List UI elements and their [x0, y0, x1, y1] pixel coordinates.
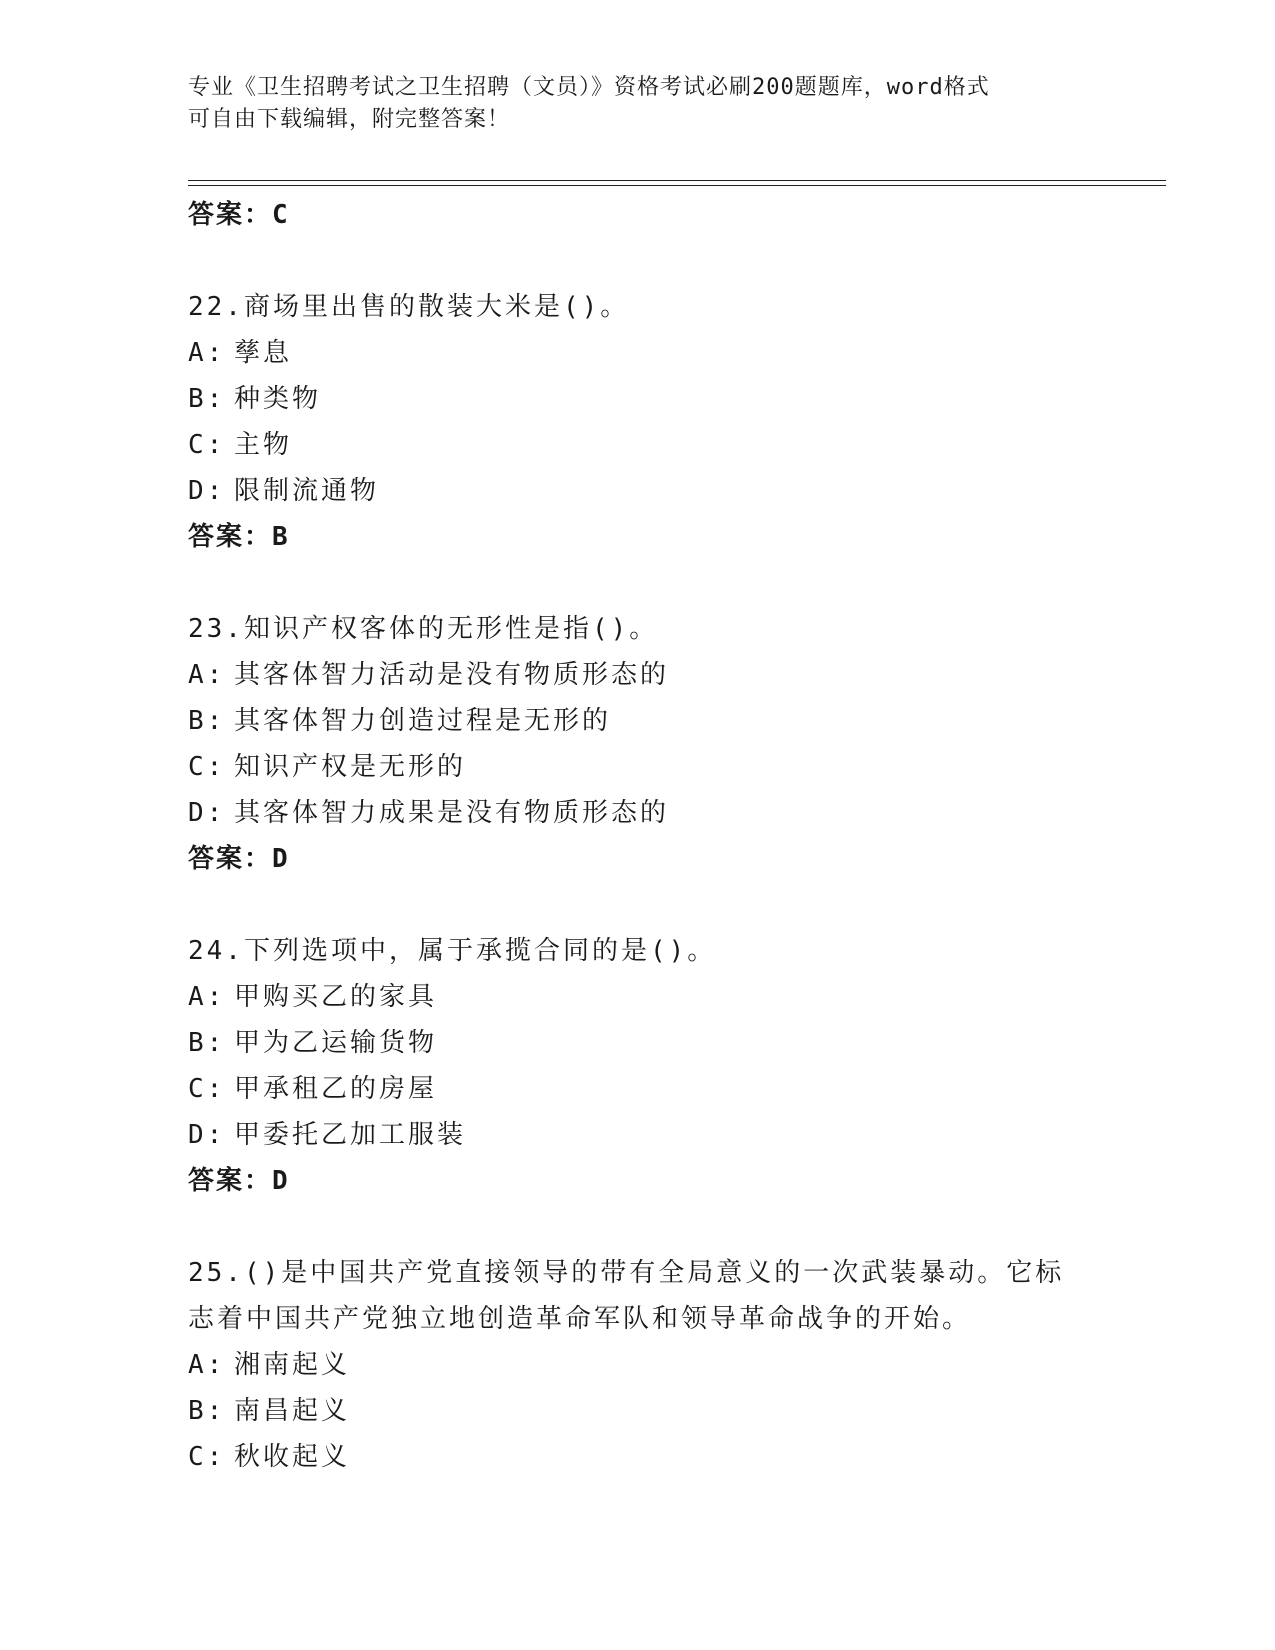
option-text: 甲承租乙的房屋	[234, 1074, 438, 1104]
answer-label: 答案：	[188, 200, 273, 230]
question-text	[188, 606, 1088, 652]
option-letter: A:	[188, 982, 226, 1012]
answer	[188, 514, 1088, 560]
question-22	[188, 284, 1088, 560]
answer-value: D	[272, 844, 290, 874]
question-number: 24.	[188, 936, 244, 966]
option-text: 知识产权是无形的	[234, 752, 467, 782]
option-letter: D:	[188, 1120, 226, 1150]
option-text: 南昌起义	[234, 1396, 351, 1426]
option-letter: A:	[188, 660, 226, 690]
question-list	[188, 192, 1088, 1526]
header-line-2: 可自由下载编辑，附完整答案！	[188, 107, 511, 132]
option-b	[188, 698, 1088, 744]
answer-value: D	[272, 1166, 290, 1196]
question-stem: ()是中国共产党直接领导的带有全局意义的一次武装暴动。它标志着中国共产党独立地创造革命军队和领导革命战争的开始。	[188, 1258, 1065, 1334]
option-letter: B:	[188, 706, 226, 736]
question-text	[188, 284, 1088, 330]
option-a	[188, 974, 1088, 1020]
option-text: 甲委托乙加工服装	[234, 1120, 467, 1150]
option-text: 甲购买乙的家具	[234, 982, 438, 1012]
question-stem: 下列选项中，属于承揽合同的是()。	[243, 936, 717, 966]
option-c	[188, 744, 1088, 790]
option-letter: B:	[188, 1028, 226, 1058]
option-b	[188, 1388, 1088, 1434]
option-c	[188, 1434, 1088, 1480]
option-d	[188, 790, 1088, 836]
question-stem: 商场里出售的散装大米是()。	[243, 292, 630, 322]
option-a	[188, 652, 1088, 698]
option-letter: B:	[188, 1396, 226, 1426]
answer-label: 答案：	[188, 844, 273, 874]
question-number: 22.	[188, 292, 244, 322]
question-24	[188, 928, 1088, 1204]
answer	[188, 1158, 1088, 1204]
option-letter: C:	[188, 752, 226, 782]
answer-label: 答案：	[188, 1166, 273, 1196]
option-text: 湘南起义	[234, 1350, 351, 1380]
option-letter: D:	[188, 798, 226, 828]
answer-value: C	[272, 200, 290, 230]
question-25	[188, 1250, 1088, 1480]
option-letter: A:	[188, 338, 226, 368]
option-text: 限制流通物	[234, 476, 380, 506]
option-letter: A:	[188, 1350, 226, 1380]
question-stem: 知识产权客体的无形性是指()。	[243, 614, 659, 644]
answer	[188, 836, 1088, 882]
option-b	[188, 376, 1088, 422]
previous-answer	[188, 192, 1088, 238]
header-line-1: 专业《卫生招聘考试之卫生招聘（文员）》资格考试必刷200题题库，word格式	[188, 75, 990, 100]
option-text: 主物	[234, 430, 293, 460]
answer-label: 答案：	[188, 522, 273, 552]
document-header	[188, 72, 1078, 136]
option-b	[188, 1020, 1088, 1066]
question-text	[188, 928, 1088, 974]
header-divider-bottom	[188, 185, 1166, 186]
option-a	[188, 330, 1088, 376]
option-c	[188, 1066, 1088, 1112]
header-divider-top	[188, 180, 1166, 181]
option-c	[188, 422, 1088, 468]
option-d	[188, 468, 1088, 514]
question-number: 25.	[188, 1258, 244, 1288]
answer-value: B	[272, 522, 290, 552]
option-d	[188, 1112, 1088, 1158]
option-text: 种类物	[234, 384, 322, 414]
option-letter: C:	[188, 1074, 226, 1104]
question-text	[188, 1250, 1088, 1342]
option-text: 甲为乙运输货物	[234, 1028, 438, 1058]
option-letter: B:	[188, 384, 226, 414]
option-text: 其客体智力成果是没有物质形态的	[234, 798, 670, 828]
option-a	[188, 1342, 1088, 1388]
option-text: 孳息	[234, 338, 293, 368]
option-text: 其客体智力活动是没有物质形态的	[234, 660, 670, 690]
option-letter: C:	[188, 1442, 226, 1472]
question-23	[188, 606, 1088, 882]
option-text: 其客体智力创造过程是无形的	[234, 706, 612, 736]
question-number: 23.	[188, 614, 244, 644]
option-letter: C:	[188, 430, 226, 460]
option-letter: D:	[188, 476, 226, 506]
option-text: 秋收起义	[234, 1442, 351, 1472]
